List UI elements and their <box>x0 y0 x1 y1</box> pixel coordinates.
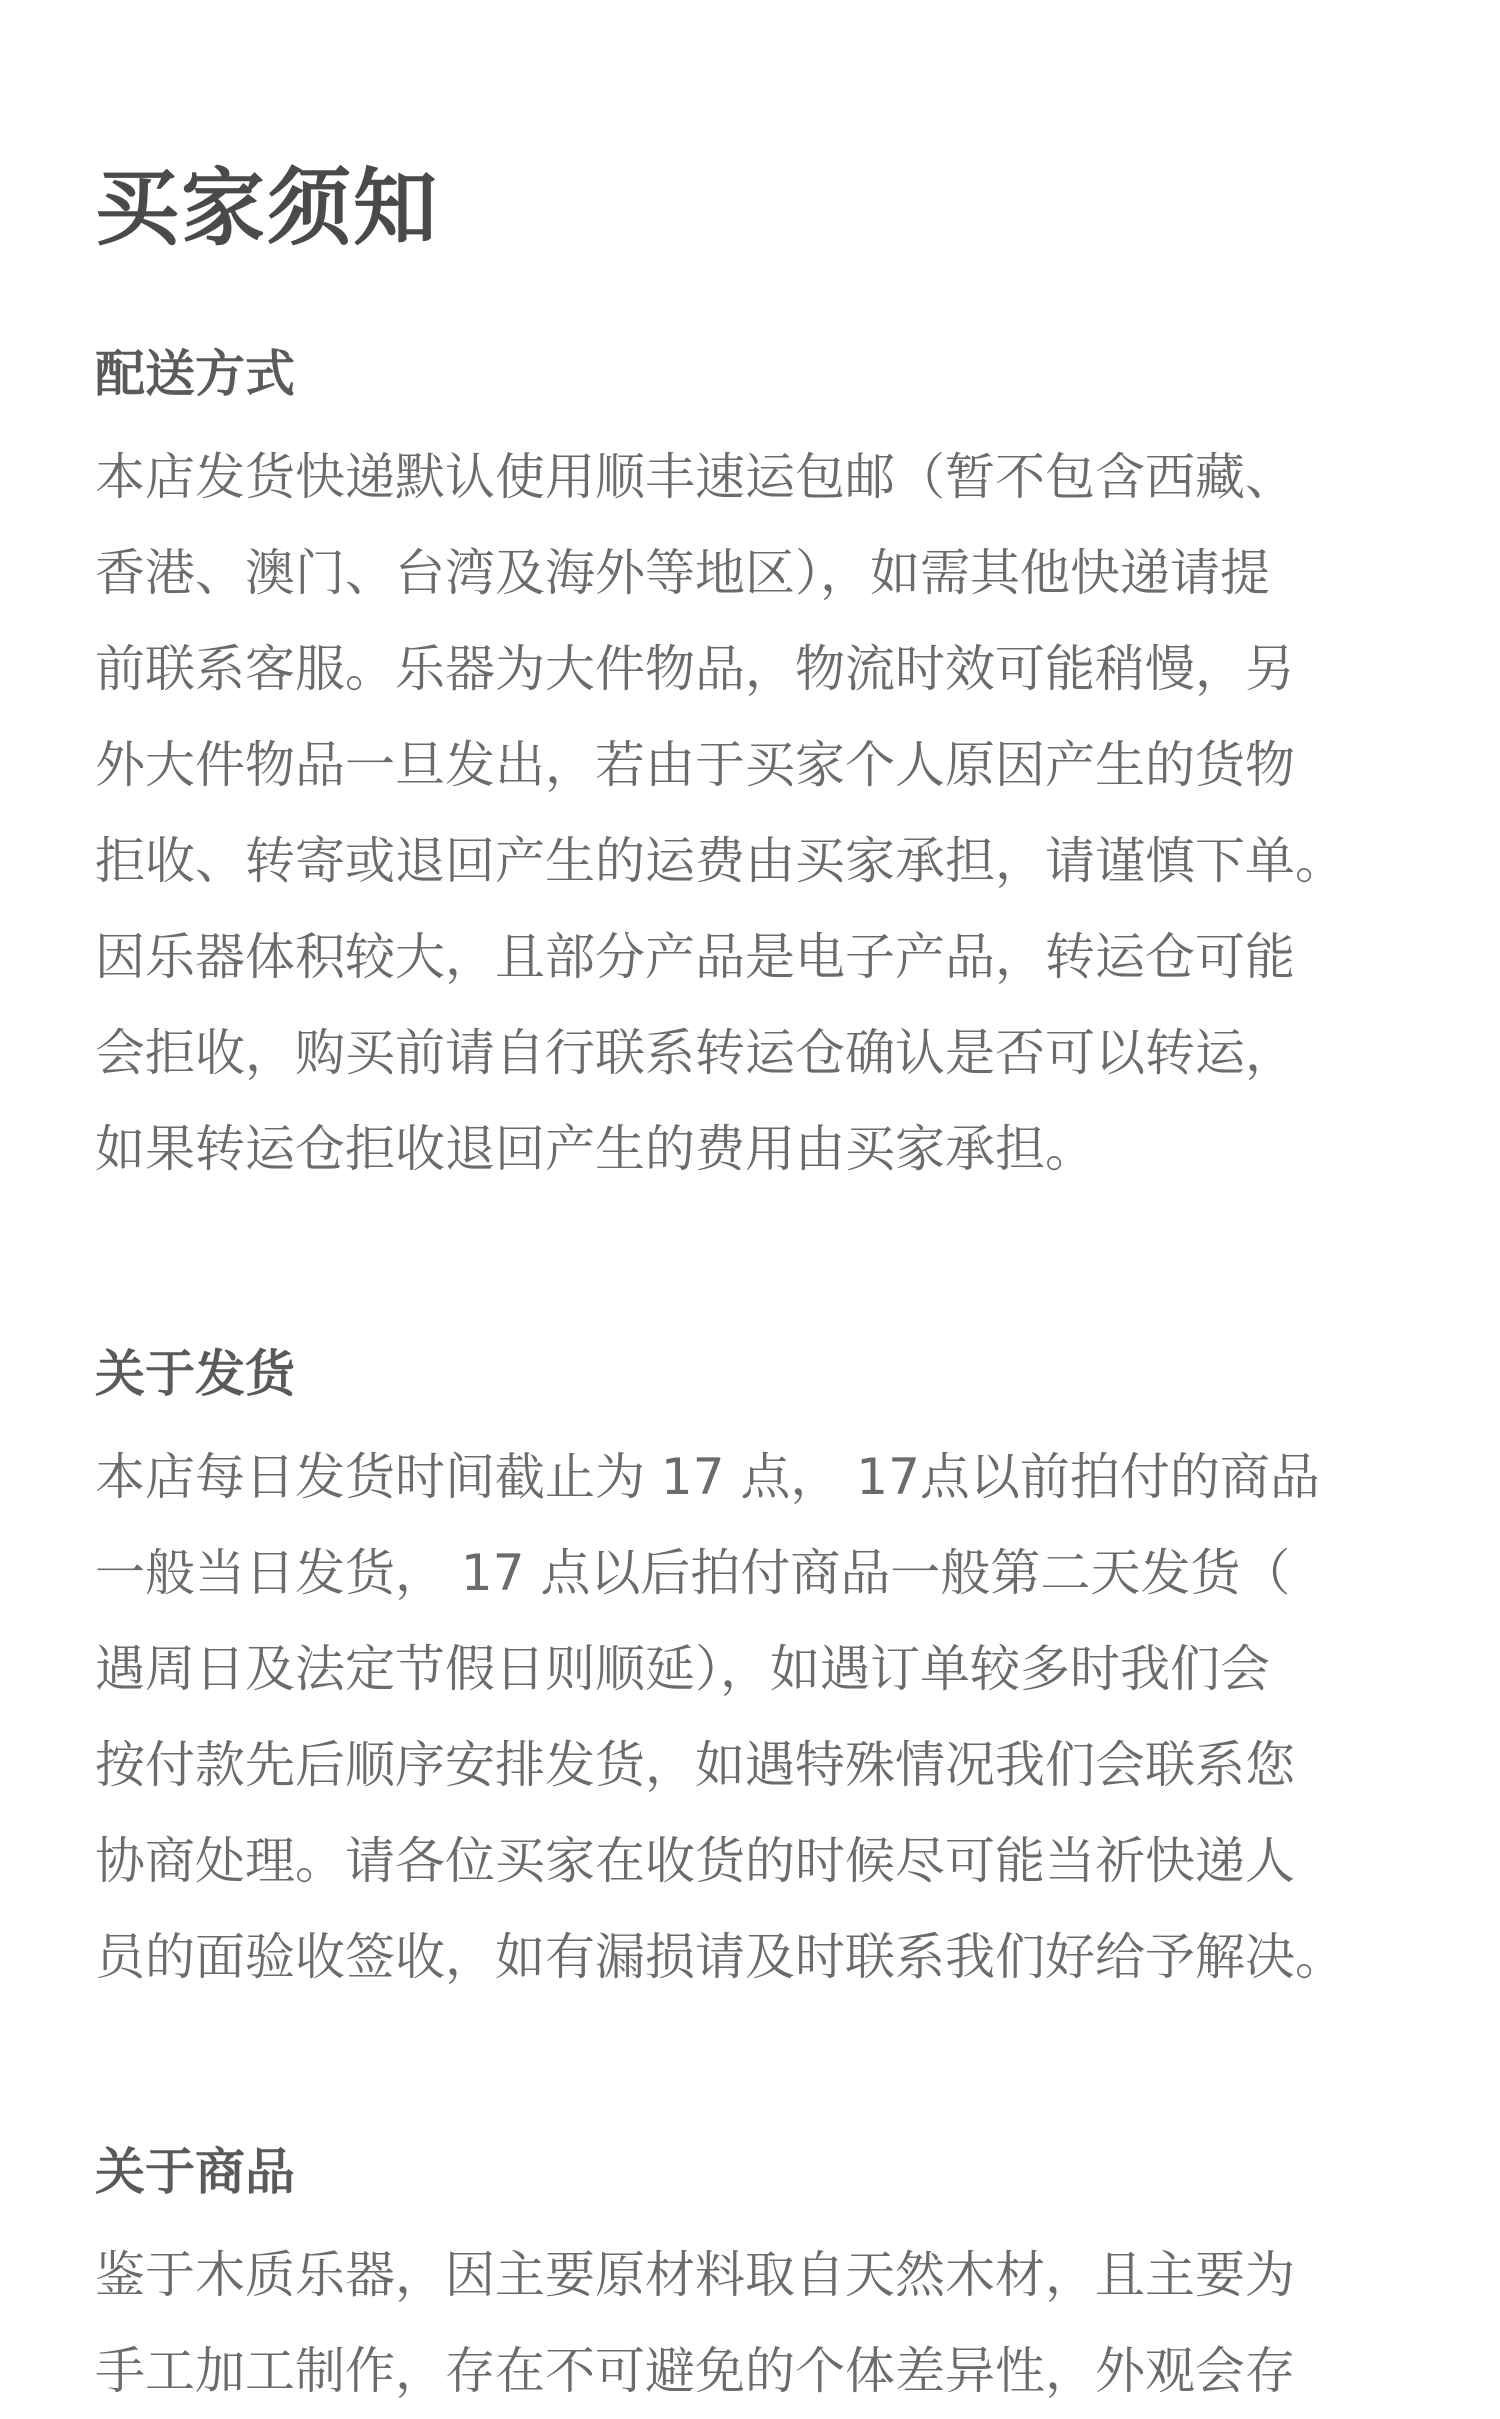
section-about-shipping <box>95 1344 1408 2005</box>
body-line: 一般当日发货， 17 点以后拍付商品一般第二天发货（ <box>95 1543 1291 1602</box>
body-line: 会拒收，购买前请自行联系转运仓确认是否可以转运， <box>95 1023 1295 1082</box>
body-line: 本店每日发货时间截止为 17 点， 17点以前拍付的商品 <box>95 1447 1320 1506</box>
section-body-about-shipping <box>95 1429 1408 2005</box>
body-line: 香港、澳门、台湾及海外等地区），如需其他快递请提 <box>95 543 1270 602</box>
body-line: 按付款先后顺序安排发货，如遇特殊情况我们会联系您 <box>95 1735 1295 1794</box>
body-line: 因乐器体积较大，且部分产品是电子产品，转运仓可能 <box>95 927 1295 986</box>
body-line: 手工加工制作，存在不可避免的个体差异性，外观会存 <box>95 2341 1295 2400</box>
body-line: 外大件物品一旦发出，若由于买家个人原因产生的货物 <box>95 735 1295 794</box>
page-title: 买家须知 <box>95 159 440 257</box>
body-line: 鉴于木质乐器，因主要原材料取自天然木材，且主要为 <box>95 2245 1295 2304</box>
body-line: 遇周日及法定节假日则顺延），如遇订单较多时我们会 <box>95 1639 1270 1698</box>
body-line: 前联系客服。乐器为大件物品，物流时效可能稍慢，另 <box>95 639 1295 698</box>
section-heading-about-shipping: 关于发货 <box>95 1344 295 1403</box>
body-line: 如果转运仓拒收退回产生的费用由买家承担。 <box>95 1119 1095 1178</box>
body-line: 协商处理。请各位买家在收货的时候尽可能当祈快递人 <box>95 1831 1295 1890</box>
section-heading-delivery-method: 配送方式 <box>95 344 295 403</box>
section-heading-about-products: 关于商品 <box>95 2142 295 2201</box>
body-line: 员的面验收签收，如有漏损请及时联系我们好给予解决。 <box>95 1927 1345 1986</box>
body-line: 拒收、转寄或退回产生的运费由买家承担，请谨慎下单。 <box>95 831 1345 890</box>
section-body-delivery-method <box>95 429 1408 1197</box>
section-about-products <box>95 2142 1408 2419</box>
section-delivery-method <box>95 344 1408 1197</box>
body-line: 本店发货快递默认使用顺丰速运包邮（暂不包含西藏、 <box>95 447 1295 506</box>
section-body-about-products <box>95 2227 1408 2419</box>
